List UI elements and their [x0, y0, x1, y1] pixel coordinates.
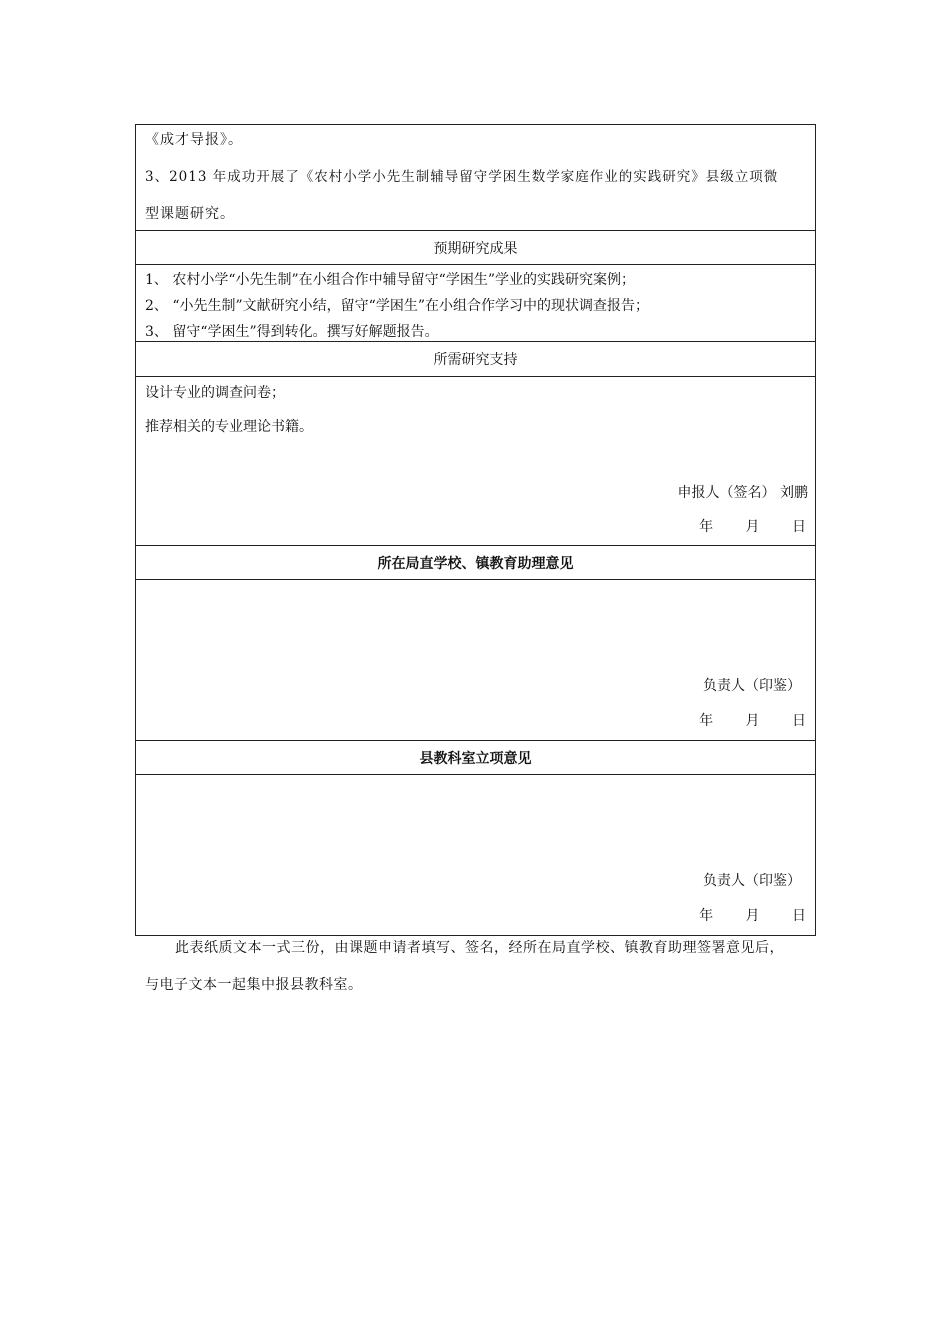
date-month: 月 [745, 519, 760, 535]
school-opinion-cell [136, 580, 816, 741]
county-signature-label: 负责人（印鉴） [703, 873, 801, 889]
applicant-name: 刘鹏 [780, 485, 808, 501]
date-day: 日 [792, 519, 806, 535]
date-year: 年 [699, 908, 714, 924]
expected-item-2: 2、 “小先生制”文献研究小结，留守“学困生”在小组合作学习中的现状调查报告； [145, 298, 649, 314]
school-signature-label: 负责人（印鉴） [703, 678, 801, 694]
applicant-date [145, 516, 806, 536]
expected-item-1: 1、 农村小学“小先生制”在小组合作中辅导留守“学困生”学业的实践研究案例； [145, 272, 635, 288]
previous-results-cell [136, 125, 816, 231]
applicant-signature-label: 申报人（签名） [677, 485, 776, 501]
school-opinion-header: 所在局直学校、镇教育助理意见 [136, 546, 816, 580]
continued-line-1: 《成才导报》。 [145, 132, 243, 148]
support-header: 所需研究支持 [136, 342, 816, 377]
expected-results-header: 预期研究成果 [136, 231, 816, 265]
school-date [145, 710, 806, 730]
expected-item-3: 3、 留守“学困生”得到转化。撰写好解题报告。 [145, 324, 439, 340]
date-month: 月 [745, 908, 760, 924]
date-day: 日 [792, 908, 806, 924]
date-day: 日 [792, 713, 806, 729]
expected-results-cell [136, 265, 816, 342]
continued-line-3: 型课题研究。 [145, 206, 235, 222]
note-line-2: 与电子文本一起集中报县教科室。 [145, 977, 363, 993]
county-opinion-cell [136, 775, 816, 936]
county-date [145, 905, 806, 925]
county-opinion-header: 县教科室立项意见 [136, 741, 816, 775]
date-year: 年 [699, 519, 714, 535]
note-line-1: 此表纸质文本一式三份，由课题申请者填写、签名，经所在局直学校、镇教育助理签署意见后， [175, 940, 784, 956]
support-cell [136, 377, 816, 546]
date-month: 月 [745, 713, 760, 729]
applicant-signature [145, 482, 808, 502]
continued-line-2: 3、2013 年成功开展了《农村小学小先生制辅导留守学困生数学家庭作业的实践研究》县级立项微 [145, 169, 779, 185]
support-item-1: 设计专业的调查问卷； [145, 385, 285, 401]
date-year: 年 [699, 713, 714, 729]
application-form-table [135, 124, 816, 936]
support-item-2: 推荐相关的专业理论书籍。 [145, 419, 313, 435]
